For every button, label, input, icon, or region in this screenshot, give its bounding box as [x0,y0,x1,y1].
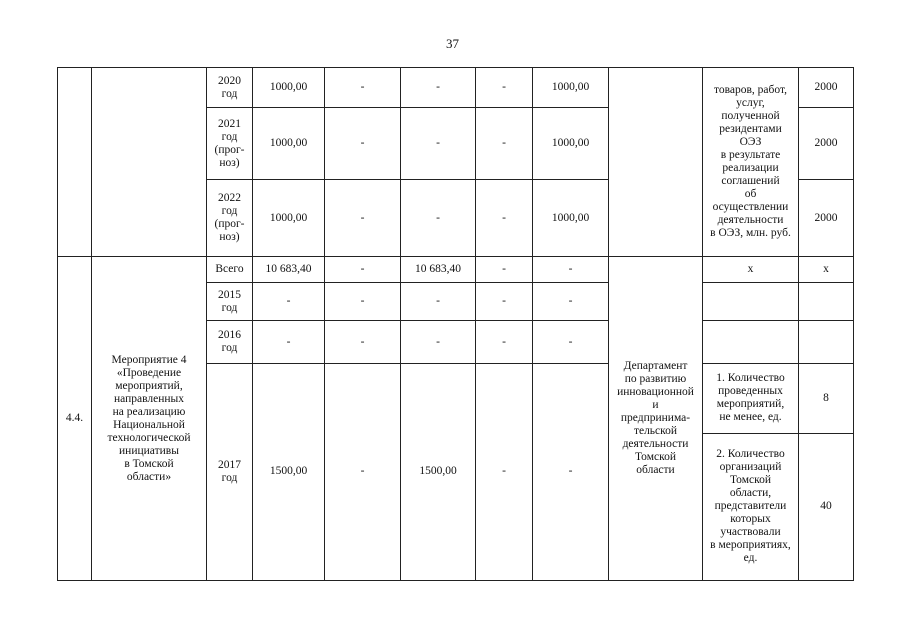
indicator-value-cell: 2000 [799,108,854,180]
year-cell: 2017 год [207,363,253,580]
indicator-cell: x [703,257,799,283]
funding-cell: - [476,68,533,108]
funding-cell: - [476,363,533,580]
funding-cell: - [325,363,401,580]
executor-cell: Департамент по развитию инновационной и предпринима- тельской деятельности Томской области [609,257,703,581]
funding-cell: 1000,00 [533,180,609,257]
year-cell: 2022 год (прог- ноз) [207,180,253,257]
table-row [58,68,854,108]
year-cell: 2020 год [207,68,253,108]
indicator-value-cell [799,321,854,363]
funding-cell: - [533,283,609,321]
event-name: Мероприятие 4 «Проведение мероприятий, направленных на реализацию Национальной технологической инициативы в Томской области» [92,257,207,581]
funding-cell: 1500,00 [401,363,476,580]
funding-cell: - [401,108,476,180]
program-table [57,67,854,581]
indicator-value-cell: 40 [799,433,854,580]
funding-cell: 1000,00 [533,108,609,180]
indicator-cell [703,321,799,363]
indicator-value-cell: 8 [799,363,854,433]
funding-cell: 10 683,40 [401,257,476,283]
indicator-cell [703,283,799,321]
funding-cell: - [401,283,476,321]
indicator-cell: 2. Количество организаций Томской области, представители которых участвовали в мероприятиях, ед. [703,433,799,580]
indicator-cell: товаров, работ, услуг, полученной резидентами ОЭЗ в результате реализации соглашений об осуществлении деятельности в ОЭЗ, млн. руб. [703,68,799,257]
name-cell-empty [92,68,207,257]
funding-cell: - [476,283,533,321]
year-cell: 2021 год (прог- ноз) [207,108,253,180]
indicator-value-cell: 2000 [799,180,854,257]
funding-cell: - [325,68,401,108]
year-cell: 2015 год [207,283,253,321]
funding-cell: 1000,00 [533,68,609,108]
funding-cell: - [401,68,476,108]
funding-cell: - [476,108,533,180]
indicator-cell: 1. Количество проведенных мероприятий, не менее, ед. [703,363,799,433]
page-number: 37 [446,36,459,51]
number-cell-empty [58,68,92,257]
funding-cell: - [476,180,533,257]
funding-cell: - [533,257,609,283]
total-cell: - [253,321,325,363]
total-cell: 1000,00 [253,68,325,108]
total-cell: 1000,00 [253,180,325,257]
funding-cell: - [533,363,609,580]
indicator-value-cell [799,283,854,321]
funding-cell: - [325,180,401,257]
year-cell: Всего [207,257,253,283]
funding-cell: - [476,257,533,283]
event-number: 4.4. [58,257,92,581]
total-cell: - [253,283,325,321]
table-row [58,257,854,283]
total-cell: 10 683,40 [253,257,325,283]
total-cell: 1500,00 [253,363,325,580]
funding-cell: - [476,321,533,363]
funding-cell: - [325,108,401,180]
funding-cell: - [533,321,609,363]
indicator-value-cell: 2000 [799,68,854,108]
funding-cell: - [401,321,476,363]
funding-cell: - [325,321,401,363]
indicator-value-cell: x [799,257,854,283]
funding-cell: - [325,257,401,283]
funding-cell: - [401,180,476,257]
funding-cell: - [325,283,401,321]
year-cell: 2016 год [207,321,253,363]
executor-cell-empty [609,68,703,257]
total-cell: 1000,00 [253,108,325,180]
